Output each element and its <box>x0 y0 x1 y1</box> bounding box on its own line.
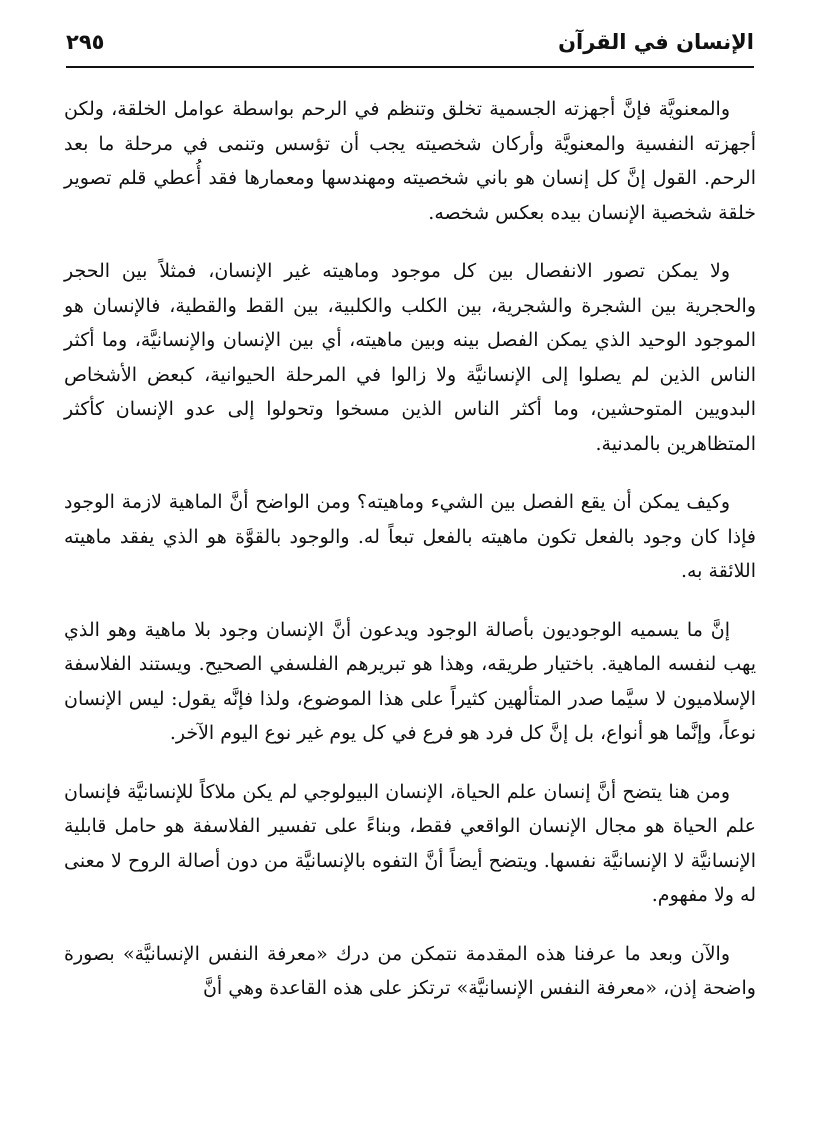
paragraph: إنَّ ما يسميه الوجوديون بأصالة الوجود ويدعون أنَّ الإنسان وجود بلا ماهية وهو الذي يهب لنفسه الماهية. باختيار طريقه، وهذا هو تبريرهم الفلسفي الصحيح. ويستند الفلاسفة الإسلاميون لا سيَّما صدر المتألهين كثيراً على هذا الموضوع، ولذا فإنَّه يقول: ليس الإنسان نوعاً، وإنَّما هو أنواع، بل إنَّ كل فرد هو فرع في كل يوم غير نوع اليوم الآخر. <box>64 618 756 744</box>
page-body <box>64 92 756 1006</box>
header-divider <box>66 66 754 68</box>
running-header <box>66 24 754 68</box>
paragraph: والآن وبعد ما عرفنا هذه المقدمة نتمكن من درك «معرفة النفس الإنسانيَّة» بصورة واضحة إذن، «معرفة النفس الإنسانيَّة» ترتكز على هذه القاعدة وهي أنَّ <box>64 942 756 999</box>
paragraph: والمعنويَّة فإنَّ أجهزته الجسمية تخلق وتنظم في الرحم بواسطة عوامل الخلقة، ولكن أجهزته النفسية والمعنويَّة وأركان شخصيته يجب أن تؤسس وتنمى في مرحلة ما بعد الرحم. القول إنَّ كل إنسان هو باني شخصيته ومهندسها ومعمارها فقد أُعطي قلم تصوير خلقة شخصية الإنسان بيده بعكس شخصه. <box>64 98 756 224</box>
paragraph: ومن هنا يتضح أنَّ إنسان علم الحياة، الإنسان البيولوجي لم يكن ملاكاً للإنسانيَّة فإنسان علم الحياة هو مجال الإنسان الواقعي فقط، وبناءً على تفسير الفلاسفة هو حامل قابلية الإنسانيَّة لا الإنسانيَّة نفسها. ويتضح أيضاً أنَّ التفوه بالإنسانيَّة من دون أصالة الروح لا معنى له ولا مفهوم. <box>64 780 756 906</box>
book-title: الإنسان في القرآن <box>558 30 754 54</box>
paragraph: وكيف يمكن أن يقع الفصل بين الشيء وماهيته؟ ومن الواضح أنَّ الماهية لازمة الوجود فإذا كان وجود بالفعل تكون ماهيته بالفعل تبعاً له. والوجود بالقوَّة هو الذي يفقد ماهيته اللائقة به. <box>64 491 756 582</box>
paragraph: ولا يمكن تصور الانفصال بين كل موجود وماهيته غير الإنسان، فمثلاً بين الحجر والحجرية بين الشجرة والشجرية، بين الكلب والكلبية، بين القط والقطية، فالإنسان هو الموجود الوحيد الذي يمكن الفصل بينه وبين ماهيته، أي بين الإنسان والإنسانيَّة، وما أكثر الناس الذين لم يصلوا إلى الإنسانيَّة ولا زالوا في المرحلة الحيوانية، كبعض الأشخاص البدويين المتوحشين، وما أكثر الناس الذين مسخوا وتحولوا إلى عدو الإنسان كأكثر المتظاهرين بالمدنية. <box>64 260 756 455</box>
page-number: ٢٩٥ <box>66 30 105 54</box>
